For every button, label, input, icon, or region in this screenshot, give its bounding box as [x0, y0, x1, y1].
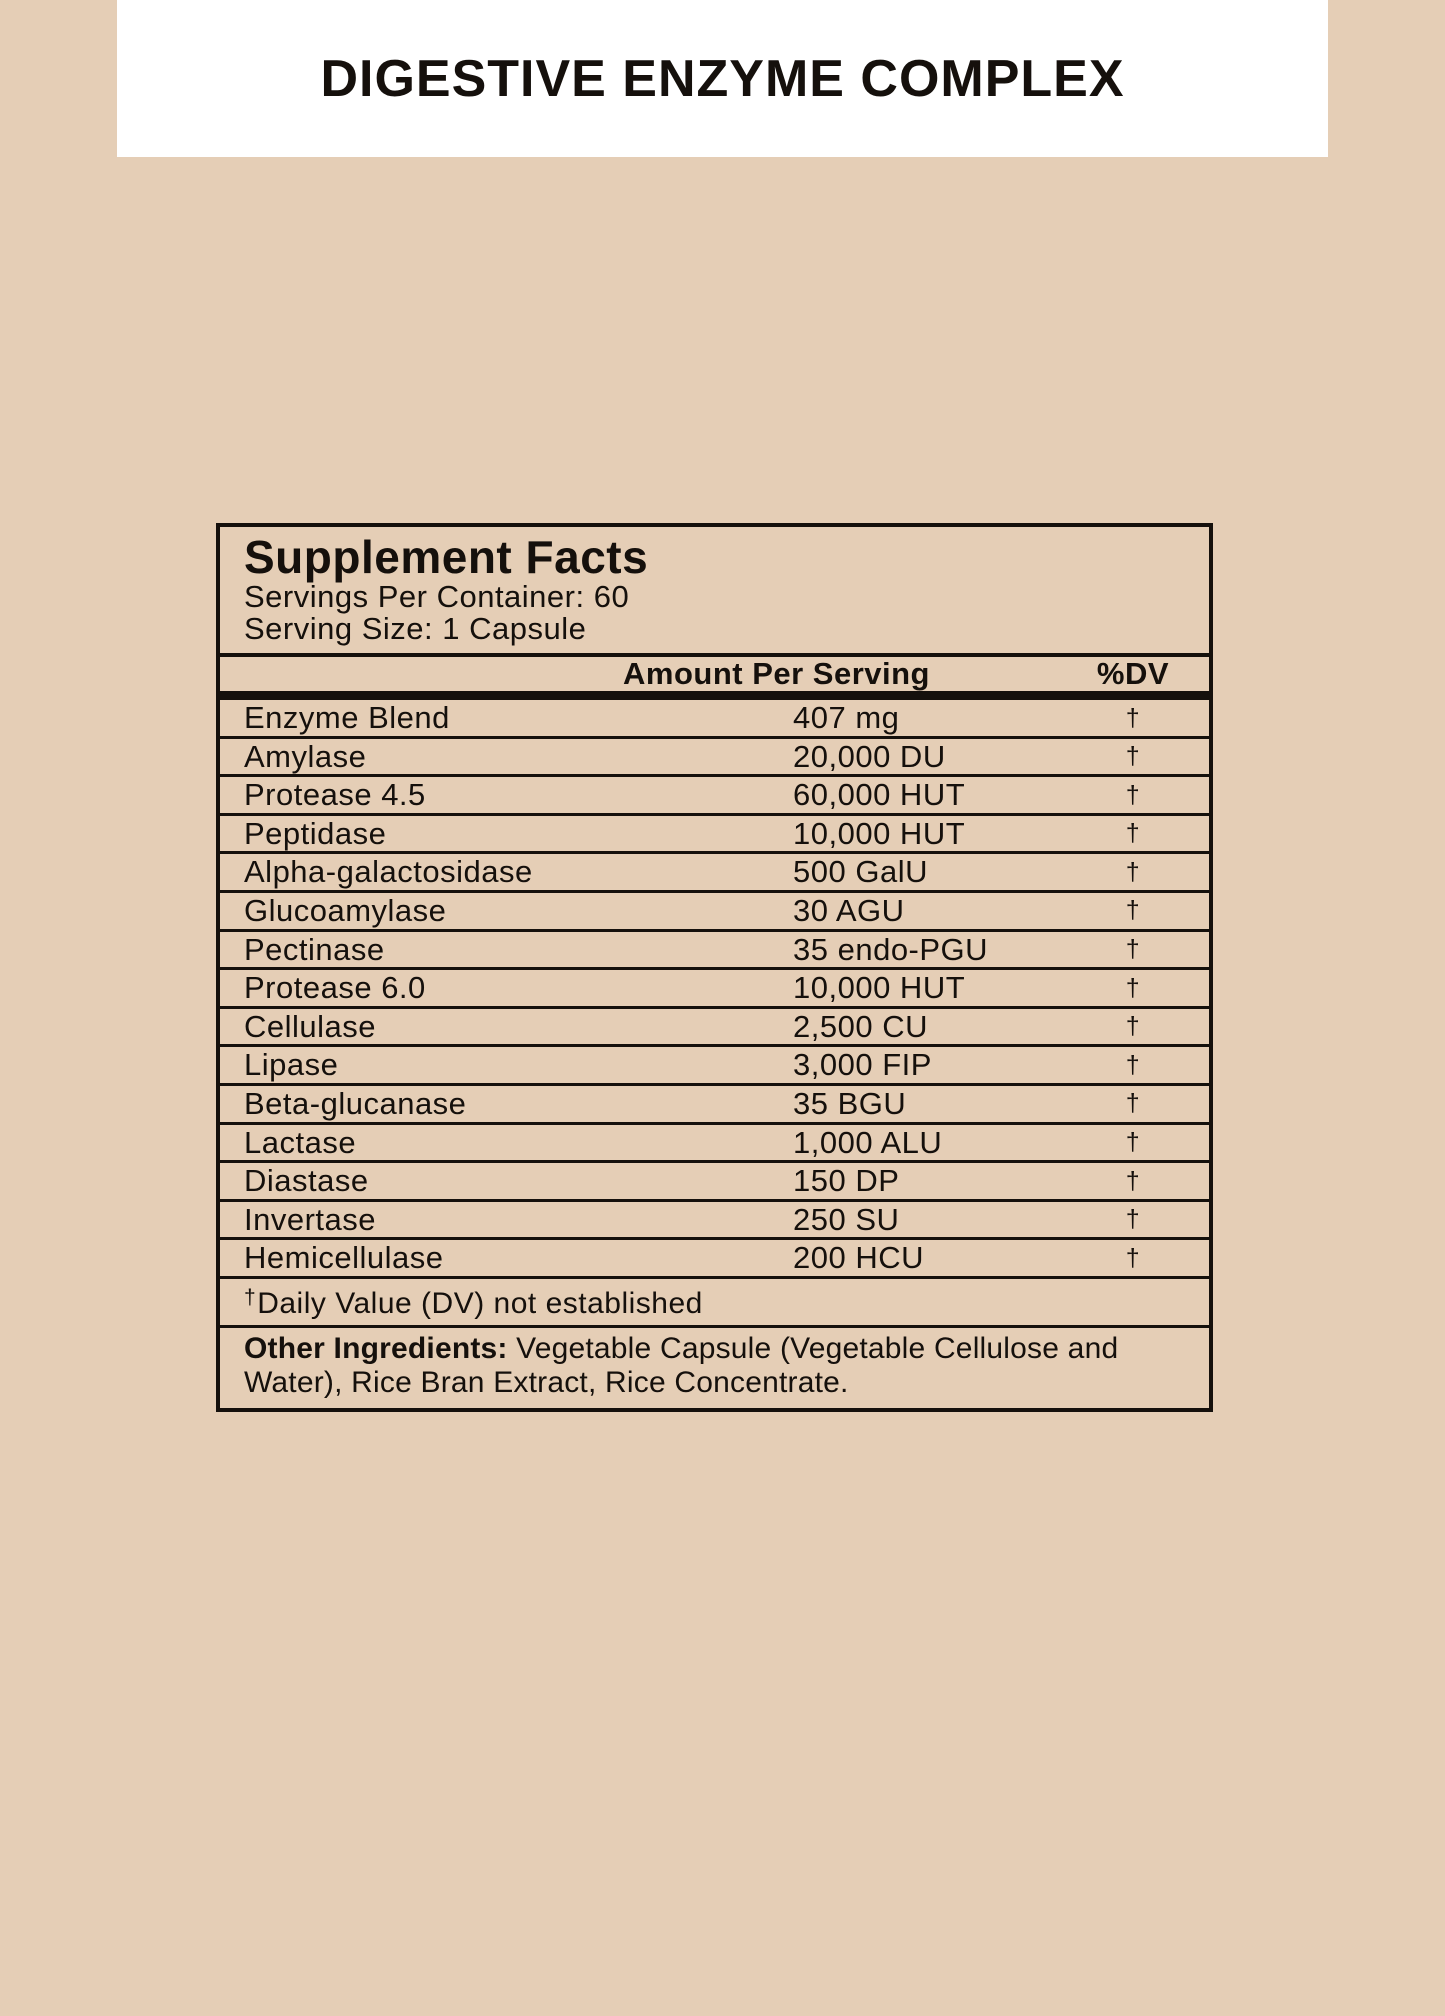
row-amount: 10,000 HUT	[793, 815, 966, 851]
table-row	[220, 774, 1209, 813]
panel-head	[220, 527, 1209, 653]
row-amount: 2,500 CU	[793, 1008, 928, 1044]
row-ingredient-name: Enzyme Blend	[244, 700, 450, 735]
row-dv-dagger: †	[1125, 896, 1141, 925]
row-amount: 10,000 HUT	[793, 970, 966, 1006]
amount-per-serving-header: Amount Per Serving	[623, 656, 930, 691]
row-dv-dagger: †	[1125, 1012, 1141, 1041]
row-amount: 20,000 DU	[793, 738, 946, 774]
row-amount: 500 GalU	[793, 854, 928, 890]
row-dv-dagger: †	[1125, 1205, 1141, 1234]
column-header-row	[220, 653, 1209, 697]
table-row	[220, 967, 1209, 1006]
row-ingredient-name: Alpha-galactosidase	[244, 854, 533, 890]
row-ingredient-name: Lipase	[244, 1047, 339, 1083]
other-ingredients	[220, 1325, 1209, 1408]
row-dv-dagger: †	[1125, 780, 1141, 809]
row-ingredient-name: Cellulase	[244, 1008, 377, 1044]
table-row	[220, 736, 1209, 775]
row-ingredient-name: Pectinase	[244, 931, 385, 967]
row-ingredient-name: Protease 6.0	[244, 970, 426, 1006]
percent-dv-header: %DV	[1096, 656, 1170, 691]
row-dv-dagger: †	[1125, 1166, 1141, 1195]
servings-per-container: Servings Per Container: 60	[244, 579, 630, 614]
row-amount: 150 DP	[793, 1163, 900, 1199]
serving-size: Serving Size: 1 Capsule	[244, 611, 587, 646]
table-row	[220, 890, 1209, 929]
table-row	[220, 1160, 1209, 1199]
row-amount: 3,000 FIP	[793, 1047, 932, 1083]
other-ingredients-text: Vegetable Capsule (Vegetable Cellulose and Water), Rice Bran Extract, Rice Concentrate.	[244, 1331, 1119, 1399]
row-dv-dagger: †	[1125, 1243, 1141, 1272]
table-row	[220, 1199, 1209, 1238]
dagger-symbol: †	[244, 1285, 257, 1309]
panel-title: Supplement Facts	[244, 531, 649, 583]
dv-footnote-text: Daily Value (DV) not established	[257, 1286, 703, 1320]
table-row	[220, 1044, 1209, 1083]
header-band	[117, 0, 1328, 157]
row-dv-dagger: †	[1125, 973, 1141, 1002]
row-amount: 35 endo-PGU	[793, 931, 989, 967]
row-ingredient-name: Protease 4.5	[244, 777, 426, 813]
table-row	[220, 813, 1209, 852]
row-amount: 1,000 ALU	[793, 1124, 943, 1160]
row-amount: 30 AGU	[793, 892, 905, 928]
table-row	[220, 1122, 1209, 1161]
row-ingredient-name: Lactase	[244, 1124, 357, 1160]
dv-footnote	[220, 1276, 1209, 1325]
row-dv-dagger: †	[1125, 1089, 1141, 1118]
table-row	[220, 851, 1209, 890]
table-row	[220, 1237, 1209, 1276]
row-amount: 250 SU	[793, 1201, 900, 1237]
table-row	[220, 1083, 1209, 1122]
table-row	[220, 929, 1209, 968]
row-ingredient-name: Glucoamylase	[244, 892, 447, 928]
row-amount: 407 mg	[793, 700, 900, 735]
row-ingredient-name: Diastase	[244, 1163, 369, 1199]
row-dv-dagger: †	[1125, 703, 1141, 732]
row-ingredient-name: Amylase	[244, 738, 367, 774]
row-ingredient-name: Hemicellulase	[244, 1240, 444, 1276]
row-ingredient-name: Invertase	[244, 1201, 377, 1237]
table-row	[220, 1006, 1209, 1045]
row-amount: 200 HCU	[793, 1240, 924, 1276]
row-amount: 35 BGU	[793, 1085, 907, 1121]
product-title: DIGESTIVE ENZYME COMPLEX	[320, 49, 1125, 108]
row-dv-dagger: †	[1125, 742, 1141, 771]
other-ingredients-label: Other Ingredients:	[244, 1331, 508, 1365]
table-row	[220, 697, 1209, 736]
row-ingredient-name: Peptidase	[244, 815, 387, 851]
row-dv-dagger: †	[1125, 819, 1141, 848]
row-dv-dagger: †	[1125, 1128, 1141, 1157]
row-dv-dagger: †	[1125, 857, 1141, 886]
row-amount: 60,000 HUT	[793, 777, 966, 813]
ingredient-rows	[220, 697, 1209, 1276]
supplement-facts-panel	[216, 523, 1213, 1412]
row-dv-dagger: †	[1125, 935, 1141, 964]
row-dv-dagger: †	[1125, 1050, 1141, 1079]
row-ingredient-name: Beta-glucanase	[244, 1085, 467, 1121]
